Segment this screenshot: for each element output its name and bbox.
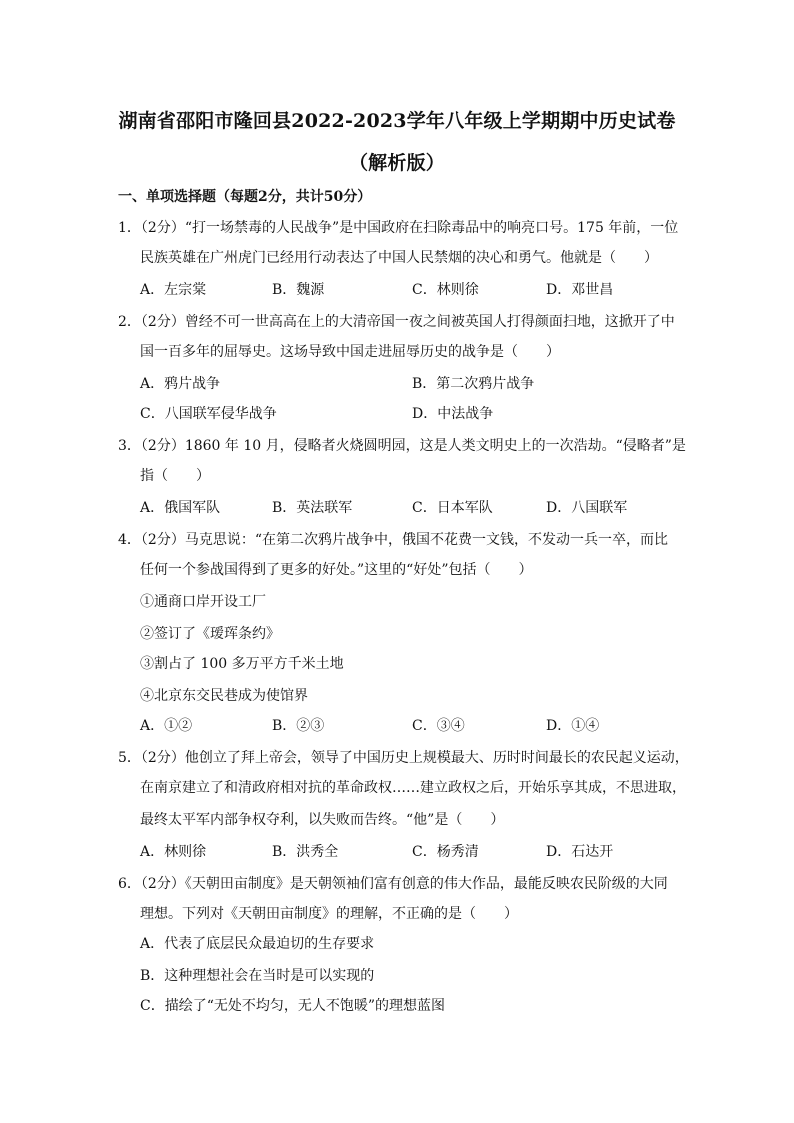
question-5-line-2: 在南京建立了和清政府相对抗的革命政权……建立政权之后，开始乐享其成，不思进取， — [140, 780, 686, 796]
option-c: C．描绘了“无处不均匀，无人不饱暖”的理想蓝图 — [140, 998, 446, 1014]
option-b: B．第二次鸦片战争 — [412, 376, 535, 392]
option-c: C．杨秀清 — [412, 844, 479, 860]
option-c: C．日本军队 — [412, 500, 493, 516]
question-3-line-2: 指（ ） — [140, 468, 210, 484]
question-1-line-2: 民族英雄在广州虎门已经用行动表达了中国人民禁烟的决心和勇气。他就是（ ） — [140, 250, 658, 266]
question-4-line-1: 4．（2分）马克思说：“在第二次鸦片战争中，俄国不花费一文钱，不发动一兵一卒，而比 — [118, 532, 668, 548]
option-d: D．①④ — [546, 718, 600, 734]
option-b: B．②③ — [272, 718, 325, 734]
question-4-line-2: 任何一个参战国得到了更多的好处。”这里的“好处”包括（ ） — [140, 562, 533, 578]
option-b: B．英法联军 — [272, 500, 353, 516]
question-4-item-4: ④北京东交民巷成为使馆界 — [140, 688, 308, 704]
question-5-line-1: 5．（2分）他创立了拜上帝会，领导了中国历史上规模最大、历时时间最长的农民起义运动， — [118, 750, 689, 766]
option-d: D．石达开 — [546, 844, 614, 860]
option-a: A．俄国军队 — [140, 500, 221, 516]
question-5-line-3: 最终太平军内部争权夺利，以失败而告终。“他”是（ ） — [140, 812, 505, 828]
question-1-line-1: 1．（2分）“打一场禁毒的人民战争”是中国政府在扫除毒品中的响亮口号。175 年前，一位 — [118, 220, 679, 236]
option-c: C．林则徐 — [412, 282, 479, 298]
option-a: A．左宗棠 — [140, 282, 207, 298]
question-6-line-1: 6．（2分）《天朝田亩制度》是天朝领袖们富有创意的伟大作品，最能反映农民阶级的大同 — [118, 876, 668, 892]
document-title: 湖南省邵阳市隆回县2022-2023学年八年级上学期期中历史试卷 — [118, 110, 676, 132]
document-subtitle: （解析版） — [348, 152, 445, 174]
option-c: C．③④ — [412, 718, 465, 734]
section-heading: 一、单项选择题（每题2分，共计50分） — [118, 189, 372, 205]
question-2-line-1: 2．（2分）曾经不可一世高高在上的大清帝国一夜之间被英国人打得颜面扫地，这掀开了中 — [118, 314, 675, 330]
option-b: B．这种理想社会在当时是可以实现的 — [140, 968, 375, 984]
question-2-line-2: 国一百多年的屈辱史。这场导致中国走进屈辱历史的战争是（ ） — [140, 344, 560, 360]
option-b: B．洪秀全 — [272, 844, 339, 860]
question-6-line-2: 理想。下列对《天朝田亩制度》的理解，不正确的是（ ） — [140, 906, 518, 922]
option-a: A．鸦片战争 — [140, 376, 221, 392]
option-d: D．邓世昌 — [546, 282, 614, 298]
option-a: A．①② — [140, 718, 193, 734]
question-3-line-1: 3．（2分）1860 年 10 月，侵略者火烧圆明园，这是人类文明史上的一次浩劫。“侵略者”是 — [118, 438, 686, 454]
option-a: A．林则徐 — [140, 844, 207, 860]
question-4-item-1: ①通商口岸开设工厂 — [140, 594, 266, 610]
option-b: B．魏源 — [272, 282, 325, 298]
option-d: D．八国联军 — [546, 500, 628, 516]
question-4-item-3: ③割占了 100 多万平方千米土地 — [140, 656, 344, 672]
option-c: C．八国联军侵华战争 — [140, 406, 277, 422]
question-4-item-2: ②签订了《瑷珲条约》 — [140, 626, 280, 642]
option-d: D．中法战争 — [412, 406, 494, 422]
option-a: A．代表了底层民众最迫切的生存要求 — [140, 936, 375, 952]
